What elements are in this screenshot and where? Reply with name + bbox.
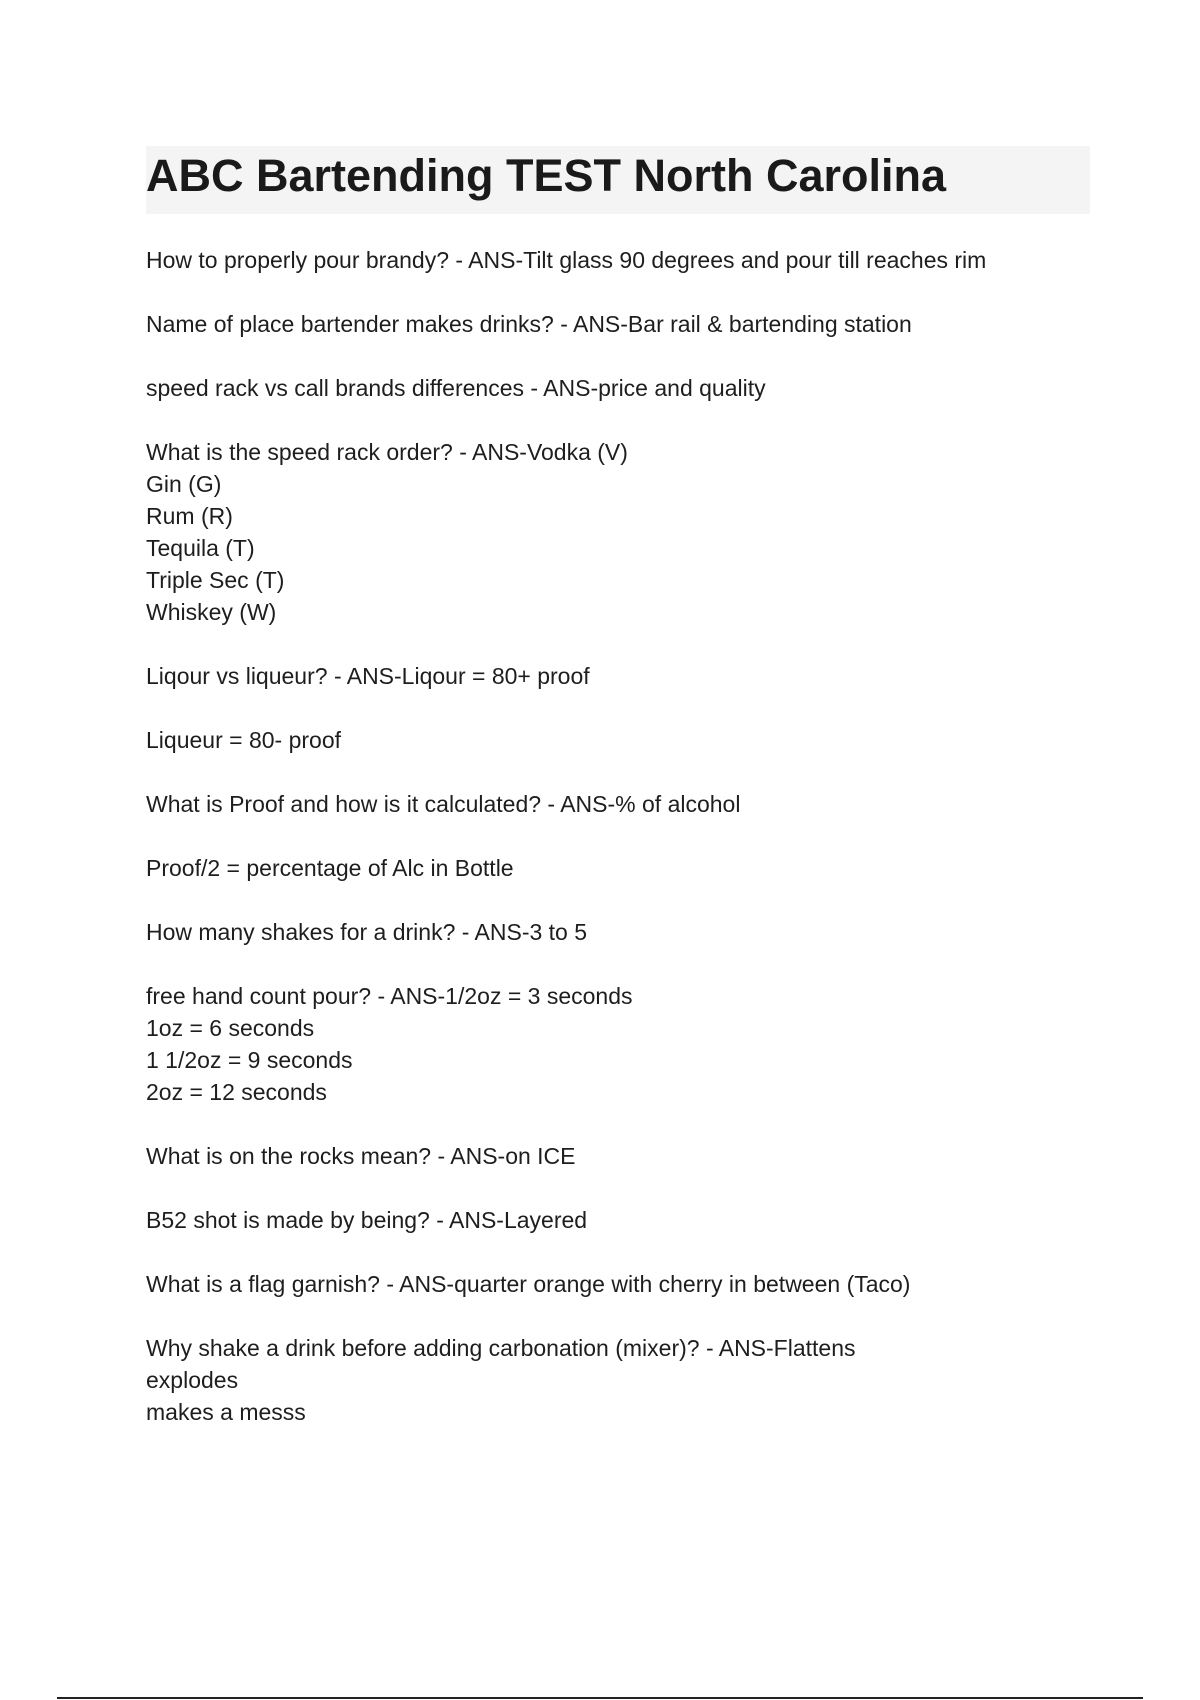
qa-line: What is a flag garnish? - ANS-quarter orange with cherry in between (Taco) xyxy=(146,1271,911,1297)
qa-entry xyxy=(146,660,1106,692)
qa-line: What is Proof and how is it calculated? - ANS-% of alcohol xyxy=(146,791,741,817)
page-bottom-rule xyxy=(57,1697,1143,1699)
qa-entries xyxy=(146,244,1106,1460)
qa-entry xyxy=(146,724,1106,756)
qa-line: How many shakes for a drink? - ANS-3 to 5 xyxy=(146,919,588,945)
qa-line: Rum (R) xyxy=(146,503,233,529)
qa-line: Proof/2 = percentage of Alc in Bottle xyxy=(146,855,514,881)
qa-entry xyxy=(146,1332,1106,1428)
qa-line: 1oz = 6 seconds xyxy=(146,1015,315,1041)
qa-line: Gin (G) xyxy=(146,471,222,497)
qa-entry xyxy=(146,436,1106,628)
qa-line: Liqour vs liqueur? - ANS-Liqour = 80+ proof xyxy=(146,663,590,689)
qa-line: 1 1/2oz = 9 seconds xyxy=(146,1047,353,1073)
qa-line: free hand count pour? - ANS-1/2oz = 3 seconds xyxy=(146,983,633,1009)
qa-line: How to properly pour brandy? - ANS-Tilt glass 90 degrees and pour till reaches rim xyxy=(146,247,987,273)
qa-line: Tequila (T) xyxy=(146,535,255,561)
document-title: ABC Bartending TEST North Carolina xyxy=(146,150,947,201)
qa-entry xyxy=(146,916,1106,948)
qa-line: Why shake a drink before adding carbonation (mixer)? - ANS-Flattens xyxy=(146,1335,856,1361)
qa-line: explodes xyxy=(146,1367,239,1393)
qa-line: What is on the rocks mean? - ANS-on ICE xyxy=(146,1143,576,1169)
qa-line: Triple Sec (T) xyxy=(146,567,285,593)
qa-entry xyxy=(146,308,1106,340)
qa-entry xyxy=(146,788,1106,820)
qa-line: What is the speed rack order? - ANS-Vodka (V) xyxy=(146,439,628,465)
qa-line: speed rack vs call brands differences - ANS-price and quality xyxy=(146,375,766,401)
qa-entry xyxy=(146,980,1106,1108)
qa-entry xyxy=(146,852,1106,884)
qa-entry xyxy=(146,372,1106,404)
qa-line: Liqueur = 80- proof xyxy=(146,727,341,753)
qa-line: makes a messs xyxy=(146,1399,306,1425)
qa-entry xyxy=(146,1268,1106,1300)
qa-entry xyxy=(146,1204,1106,1236)
qa-line: Whiskey (W) xyxy=(146,599,277,625)
qa-line: Name of place bartender makes drinks? - ANS-Bar rail & bartending station xyxy=(146,311,912,337)
qa-entry xyxy=(146,1140,1106,1172)
qa-line: B52 shot is made by being? - ANS-Layered xyxy=(146,1207,588,1233)
qa-line: 2oz = 12 seconds xyxy=(146,1079,327,1105)
qa-entry xyxy=(146,244,1106,276)
